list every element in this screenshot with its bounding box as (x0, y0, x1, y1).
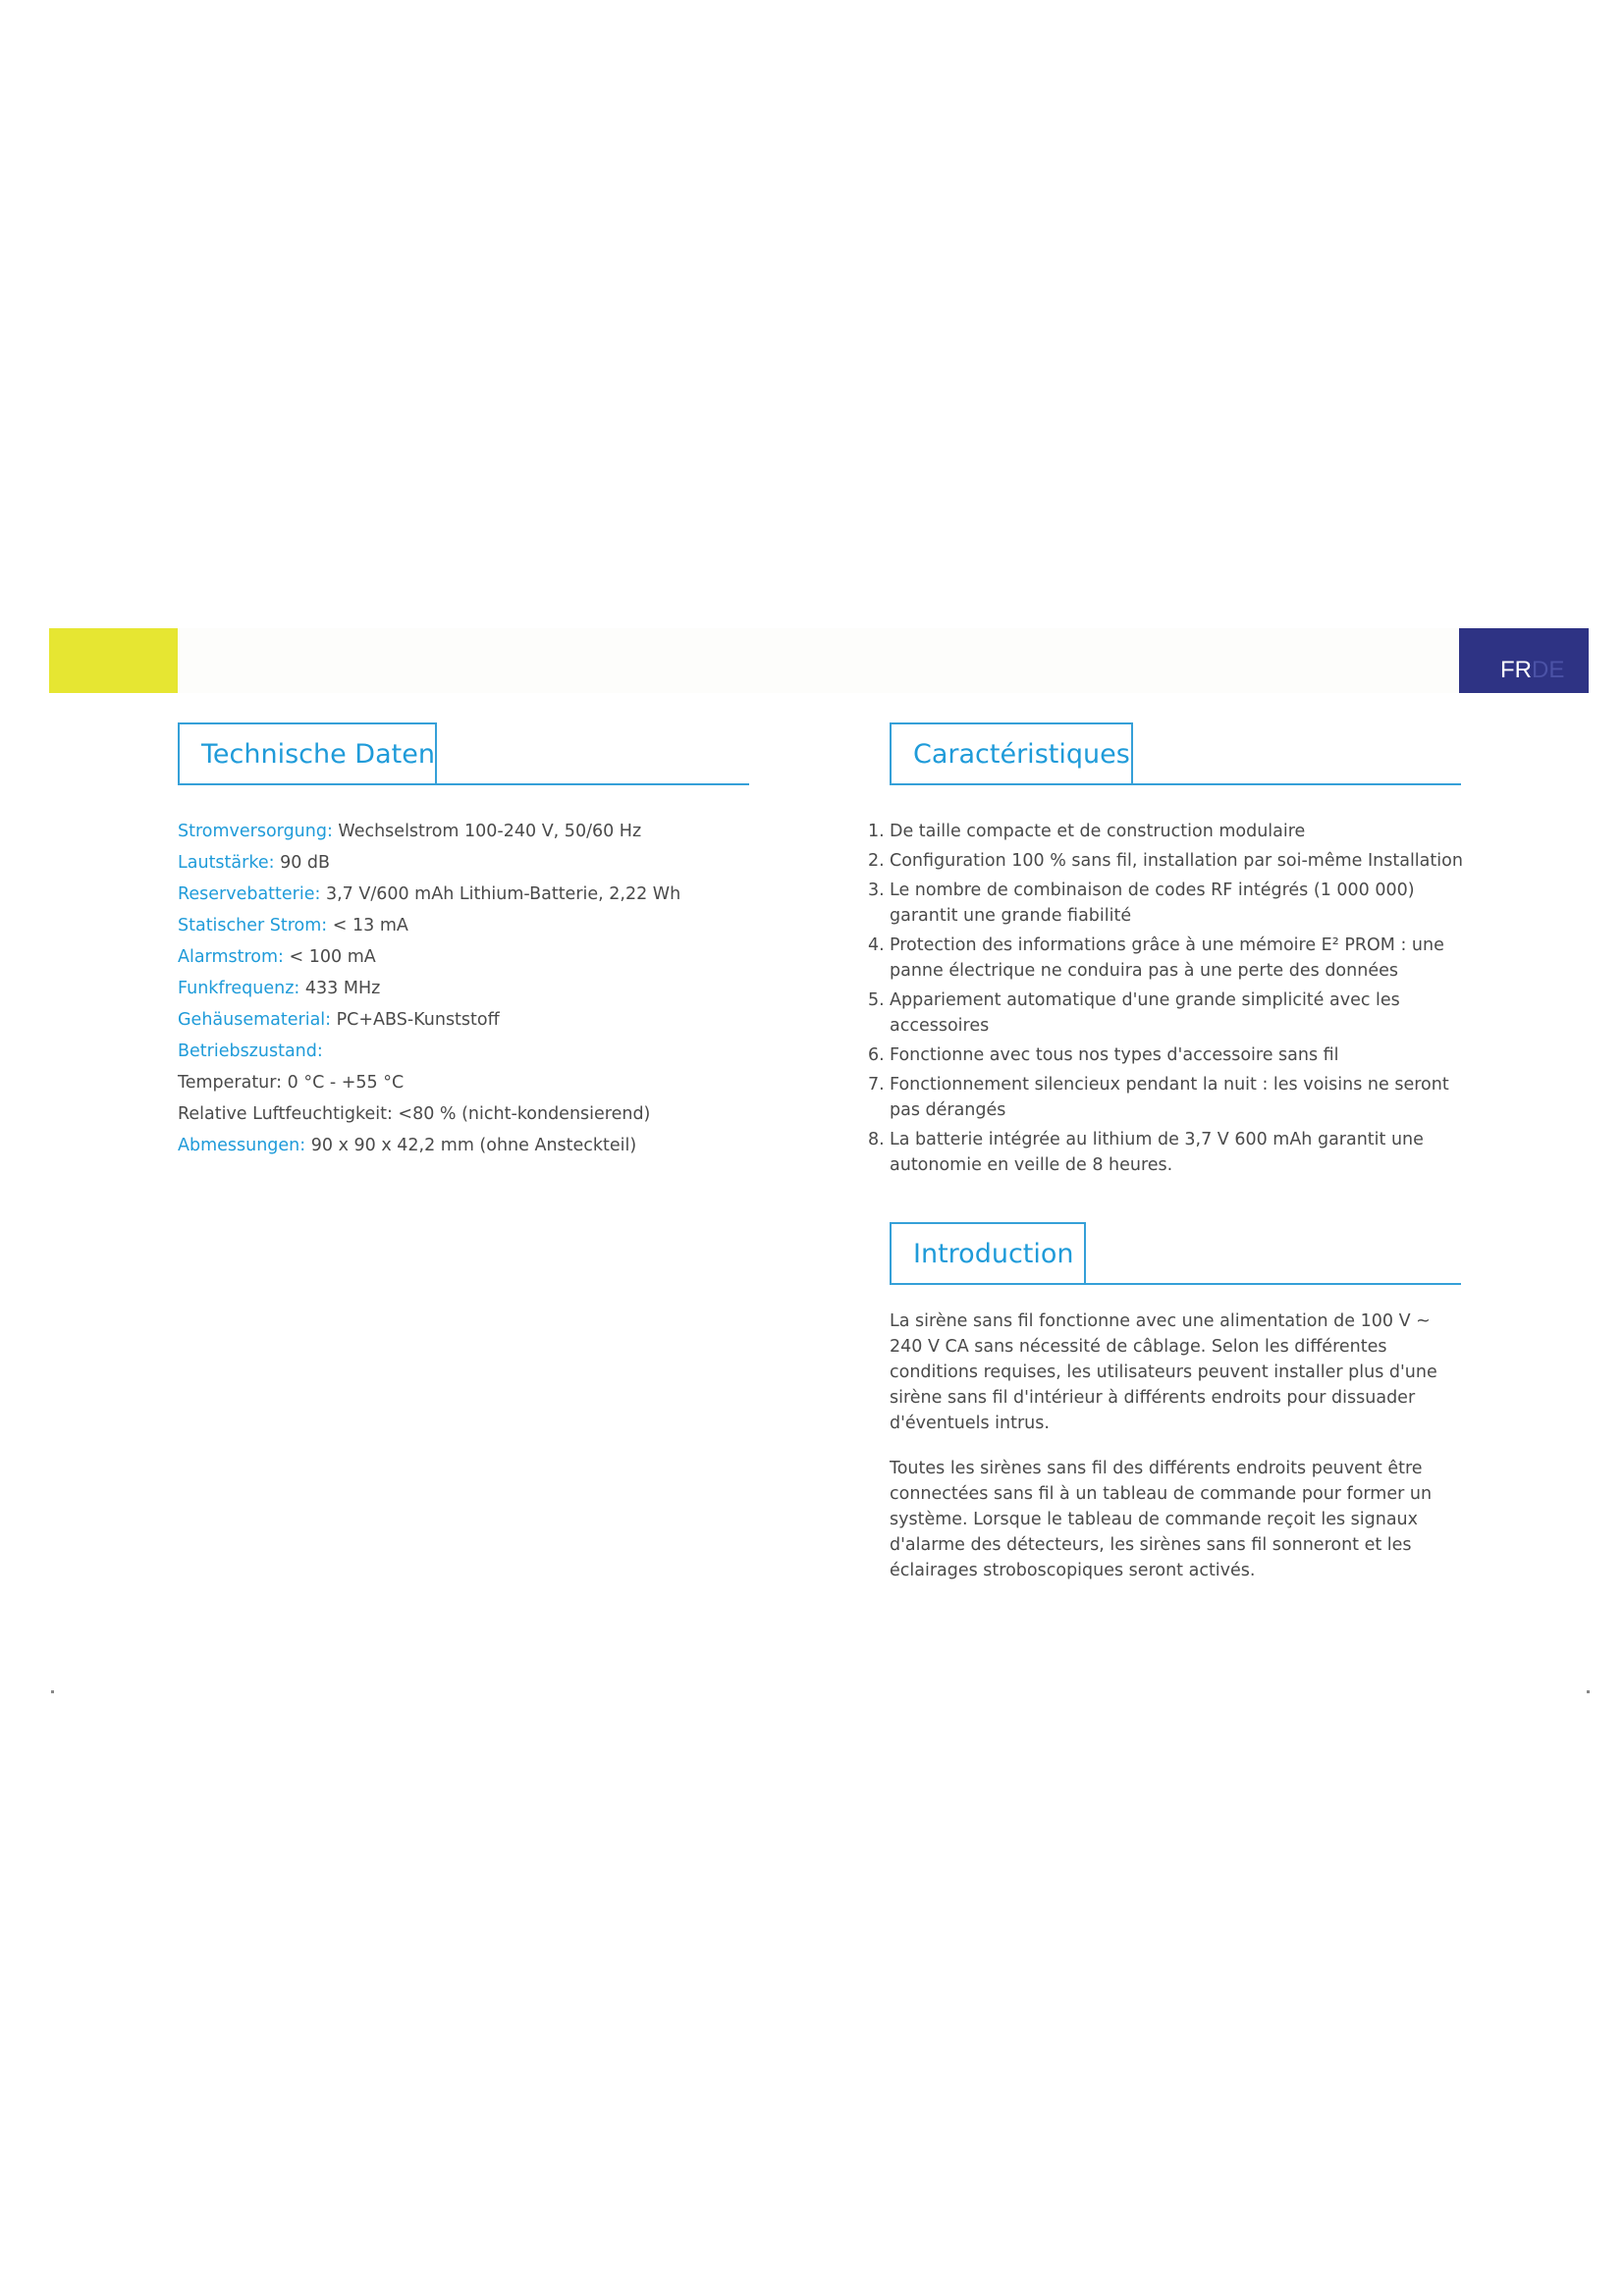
header-band (49, 628, 1589, 693)
section-title-box (890, 1222, 1086, 1285)
spec-row (178, 1130, 728, 1161)
list-item (868, 848, 1477, 874)
list-item (868, 1042, 1477, 1068)
item-text: Protection des informations grâce à une mémoire E² PROM : une panne électrique ne conduira pas à une perte des données (890, 935, 1444, 981)
spec-value: 90 dB (274, 853, 331, 873)
spec-key: Lautstärke: (178, 853, 275, 873)
spec-key: Betriebszustand: (178, 1041, 323, 1061)
section-title: Technische Daten (201, 739, 435, 770)
item-text: La batterie intégrée au lithium de 3,7 V 600 mAh garantit une autonomie en veille de 8 heures. (890, 1130, 1424, 1175)
spec-row (178, 1067, 728, 1098)
list-item (868, 819, 1477, 844)
spec-row (178, 816, 728, 847)
list-item (868, 878, 1477, 929)
spec-value: PC+ABS-Kunststoff (331, 1010, 500, 1030)
page-marker (1587, 1690, 1590, 1693)
spec-key: Gehäusematerial: (178, 1010, 332, 1030)
spec-row (178, 1036, 728, 1067)
section-title: Introduction (913, 1239, 1074, 1269)
list-item (868, 1127, 1477, 1178)
spec-value: 90 x 90 x 42,2 mm (ohne Ansteckteil) (305, 1136, 637, 1155)
spec-row (178, 973, 728, 1004)
item-number: 1. (868, 822, 885, 841)
spec-value: Relative Luftfeuchtigkeit: <80 % (nicht-kondensierend) (178, 1104, 651, 1124)
spec-value: Temperatur: 0 °C - +55 °C (178, 1073, 405, 1093)
spec-key: Alarmstrom: (178, 947, 284, 967)
section-underline (890, 783, 1461, 785)
spec-key: Abmessungen: (178, 1136, 306, 1155)
item-text: De taille compacte et de construction modulaire (890, 822, 1306, 841)
spec-list (178, 816, 728, 1161)
spec-value: Wechselstrom 100-240 V, 50/60 Hz (332, 822, 642, 841)
section-underline (178, 783, 749, 785)
item-text: Le nombre de combinaison de codes RF intégrés (1 000 000) garantit une grande fiabilité (890, 881, 1415, 926)
paragraph: La sirène sans fil fonctionne avec une alimentation de 100 V ~ 240 V CA sans nécessité de câblage. Selon les différentes conditions requises, les utilisateurs peuvent installer plus d'une sirène sans fil d'intérieur à différents endroits pour dissuader d'éventuels intrus. (890, 1311, 1437, 1433)
page-marker (51, 1690, 54, 1693)
paragraph: Toutes les sirènes sans fil des différents endroits peuvent être connectées sans fil à un tableau de commande pour former un système. Lorsque le tableau de commande reçoit les signaux d'alarme des détecteurs, les sirènes sans fil sonneront et les éclairages stroboscopiques seront activés. (890, 1459, 1433, 1580)
item-number: 3. (868, 881, 885, 900)
spec-row (178, 1004, 728, 1036)
spec-row (178, 879, 728, 910)
spec-row (178, 910, 728, 941)
spec-value: < 100 mA (283, 947, 376, 967)
item-number: 4. (868, 935, 885, 955)
item-text: Appariement automatique d'une grande simplicité avec les accessoires (890, 990, 1400, 1036)
item-number: 7. (868, 1075, 885, 1095)
section-title-box (178, 722, 437, 785)
list-item (868, 988, 1477, 1039)
item-number: 8. (868, 1130, 885, 1149)
list-item (868, 1072, 1477, 1123)
features-list (868, 819, 1477, 1182)
spec-row (178, 847, 728, 879)
item-text: Configuration 100 % sans fil, installation par soi-même Installation (890, 851, 1463, 871)
section-title: Caractéristiques (913, 739, 1130, 770)
section-title-box (890, 722, 1133, 785)
lang-de: DE (1532, 657, 1565, 683)
spec-key: Reservebatterie: (178, 884, 321, 904)
item-number: 2. (868, 851, 885, 871)
introduction-text (890, 1308, 1439, 1603)
item-number: 5. (868, 990, 885, 1010)
spec-key: Stromversorgung: (178, 822, 333, 841)
spec-row (178, 1098, 728, 1130)
spec-row (178, 941, 728, 973)
item-text: Fonctionne avec tous nos types d'accessoire sans fil (890, 1045, 1339, 1065)
language-indicator (1500, 658, 1564, 683)
lang-fr: FR (1500, 657, 1532, 683)
spec-value: 433 MHz (299, 979, 381, 998)
section-underline (890, 1283, 1461, 1285)
spec-value: < 13 mA (327, 916, 408, 935)
spec-key: Statischer Strom: (178, 916, 328, 935)
spec-value: 3,7 V/600 mAh Lithium-Batterie, 2,22 Wh (320, 884, 681, 904)
spec-key: Funkfrequenz: (178, 979, 300, 998)
item-number: 6. (868, 1045, 885, 1065)
list-item (868, 933, 1477, 984)
language-tab (1459, 628, 1589, 693)
color-tab (49, 628, 178, 693)
item-text: Fonctionnement silencieux pendant la nuit : les voisins ne seront pas dérangés (890, 1075, 1449, 1120)
